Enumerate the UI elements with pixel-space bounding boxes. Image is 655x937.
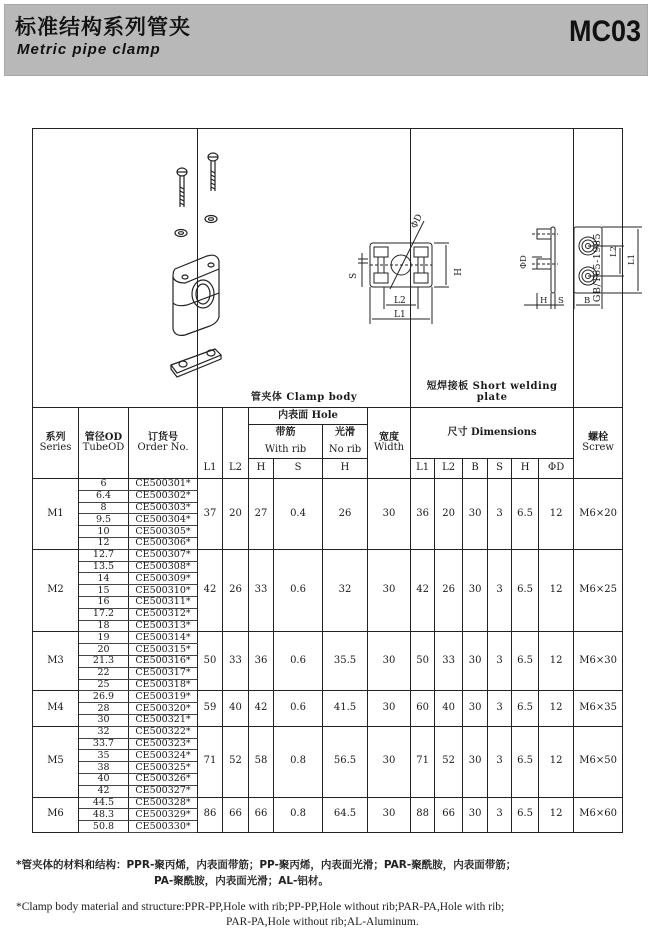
width-cell: 30 — [368, 726, 411, 797]
series-cell: M3 — [33, 632, 79, 691]
tube-od-cell: 8 — [79, 502, 129, 514]
screw-cell: M6×50 — [574, 726, 623, 797]
clamp-label-l2: L2 — [394, 296, 406, 306]
l2-cell: 52 — [223, 726, 249, 797]
rib-h-cell: 36 — [249, 632, 274, 691]
tube-od-cell: 48.3 — [79, 809, 129, 821]
order-no-cell: CE500320* — [129, 703, 198, 715]
dim-phid-cell: 12 — [539, 797, 574, 832]
norib-h-cell: 35.5 — [323, 632, 368, 691]
header-dimensions: 尺寸 Dimensions — [411, 408, 574, 459]
tube-od-cell: 21.3 — [79, 655, 129, 667]
l2-cell: 26 — [223, 549, 249, 632]
l2-cell: 20 — [223, 479, 249, 550]
tube-od-cell: 19 — [79, 632, 129, 644]
header-l1: L1 — [198, 459, 223, 479]
l1-cell: 42 — [198, 549, 223, 632]
l2-cell: 33 — [223, 632, 249, 691]
rib-h-cell: 27 — [249, 479, 274, 550]
dim-h-cell: 6.5 — [512, 549, 539, 632]
width-cell: 30 — [368, 691, 411, 726]
order-no-cell: CE500323* — [129, 738, 198, 750]
width-cell: 30 — [368, 479, 411, 550]
dim-b-cell: 30 — [463, 632, 488, 691]
series-cell: M5 — [33, 726, 79, 797]
tube-od-cell: 33.7 — [79, 738, 129, 750]
header-series: 系列 Series — [33, 408, 79, 479]
series-cell: M2 — [33, 549, 79, 632]
rib-h-cell: 66 — [249, 797, 274, 832]
order-no-cell: CE500329* — [129, 809, 198, 821]
dim-l2-cell: 26 — [435, 549, 463, 632]
screw-cell: M6×60 — [574, 797, 623, 832]
screw-cell: M6×30 — [574, 632, 623, 691]
dim-l1-cell: 50 — [411, 632, 435, 691]
header-banner — [4, 4, 648, 76]
header-dim-b: B — [463, 459, 488, 479]
screw-cell: M6×35 — [574, 691, 623, 726]
order-no-cell: CE500306* — [129, 537, 198, 549]
header-width: 宽度 Width — [368, 408, 411, 479]
dim-l2-cell: 52 — [435, 726, 463, 797]
order-no-cell: CE500312* — [129, 608, 198, 620]
series-cell: M1 — [33, 479, 79, 550]
l2-cell: 40 — [223, 691, 249, 726]
header-with-rib-en: With rib — [249, 442, 323, 459]
dim-s-cell: 3 — [488, 726, 512, 797]
order-no-cell: CE500302* — [129, 490, 198, 502]
l1-cell: 59 — [198, 691, 223, 726]
header-norib-h: H — [323, 459, 368, 479]
l2-cell: 66 — [223, 797, 249, 832]
header-dim-l2: L2 — [435, 459, 463, 479]
order-no-cell: CE500324* — [129, 750, 198, 762]
order-no-cell: CE500327* — [129, 785, 198, 797]
rib-s-cell: 0.6 — [274, 691, 323, 726]
note-cn-line-1: *管夹体的材料和结构：PPR-聚丙烯，内表面带筋；PP-聚丙烯，内表面光滑；PAR-聚酰胺，内表面带筋； — [16, 859, 517, 871]
norib-h-cell: 56.5 — [323, 726, 368, 797]
dim-l2-cell: 40 — [435, 691, 463, 726]
norib-h-cell: 64.5 — [323, 797, 368, 832]
dim-l1-cell: 42 — [411, 549, 435, 632]
order-no-cell: CE500325* — [129, 762, 198, 774]
table-row — [33, 549, 623, 561]
tube-od-cell: 6 — [79, 479, 129, 491]
rib-h-cell: 33 — [249, 549, 274, 632]
rib-h-cell: 42 — [249, 691, 274, 726]
dim-l2-cell: 20 — [435, 479, 463, 550]
spec-table — [32, 128, 638, 833]
order-no-cell: CE500322* — [129, 726, 198, 738]
tube-od-cell: 32 — [79, 726, 129, 738]
order-no-cell: CE500308* — [129, 561, 198, 573]
tube-od-cell: 10 — [79, 526, 129, 538]
header-dim-h: H — [512, 459, 539, 479]
l1-cell: 37 — [198, 479, 223, 550]
dim-phid-cell: 12 — [539, 632, 574, 691]
header-hole: 内表面 Hole — [249, 408, 368, 425]
dim-b-cell: 30 — [463, 549, 488, 632]
dim-b-cell: 30 — [463, 797, 488, 832]
tube-od-cell: 17.2 — [79, 608, 129, 620]
width-cell: 30 — [368, 549, 411, 632]
order-no-cell: CE500307* — [129, 549, 198, 561]
dim-phid-cell: 12 — [539, 691, 574, 726]
clamp-label-s: S — [349, 272, 360, 279]
dim-b-cell: 30 — [463, 726, 488, 797]
header-with-rib-cn: 带筋 — [249, 425, 323, 442]
plate-label-l2: L2 — [609, 245, 620, 257]
tube-od-cell: 9.5 — [79, 514, 129, 526]
tube-od-cell: 50.8 — [79, 821, 129, 833]
dim-h-cell: 6.5 — [512, 726, 539, 797]
series-cell: M6 — [33, 797, 79, 832]
title-english: Metric pipe clamp — [17, 41, 161, 58]
header-tubeod: 管径OD TubeOD — [79, 408, 129, 479]
tube-od-cell: 18 — [79, 620, 129, 632]
dim-phid-cell: 12 — [539, 726, 574, 797]
tube-od-cell: 35 — [79, 750, 129, 762]
tube-od-cell: 42 — [79, 785, 129, 797]
order-no-cell: CE500326* — [129, 773, 198, 785]
header-no-rib-en: No rib — [323, 442, 368, 459]
screw-cell: M6×20 — [574, 479, 623, 550]
tube-od-cell: 6.4 — [79, 490, 129, 502]
table-row — [33, 691, 623, 703]
table-row — [33, 632, 623, 644]
dim-s-cell: 3 — [488, 691, 512, 726]
order-no-cell: CE500316* — [129, 655, 198, 667]
dim-b-cell: 30 — [463, 479, 488, 550]
rib-s-cell: 0.6 — [274, 549, 323, 632]
plate-label-s: S — [558, 296, 564, 306]
dim-l1-cell: 88 — [411, 797, 435, 832]
material-note-chinese — [16, 857, 646, 889]
tube-od-cell: 12 — [79, 537, 129, 549]
tube-od-cell: 14 — [79, 573, 129, 585]
dim-s-cell: 3 — [488, 479, 512, 550]
table-row — [33, 726, 623, 738]
table-row — [33, 797, 623, 809]
clamp-label-l1: L1 — [394, 310, 406, 320]
tube-od-cell: 22 — [79, 667, 129, 679]
header-dim-l1: L1 — [411, 459, 435, 479]
dim-h-cell: 6.5 — [512, 797, 539, 832]
header-order-no: 订货号 Order No. — [129, 408, 198, 479]
dim-phid-cell: 12 — [539, 479, 574, 550]
order-no-cell: CE500321* — [129, 714, 198, 726]
clamp-body-figure-cell — [198, 129, 462, 408]
header-no-rib-cn: 光滑 — [323, 425, 368, 442]
header-rib-h: H — [249, 459, 274, 479]
order-no-cell: CE500317* — [129, 667, 198, 679]
material-note-english — [16, 900, 655, 930]
dim-l1-cell: 36 — [411, 479, 435, 550]
order-no-cell: CE500330* — [129, 821, 198, 833]
width-cell: 30 — [368, 632, 411, 691]
rib-s-cell: 0.8 — [274, 726, 323, 797]
norib-h-cell: 32 — [323, 549, 368, 632]
header-rib-s: S — [274, 459, 323, 479]
dim-h-cell: 6.5 — [512, 632, 539, 691]
plate-label-h: H — [540, 296, 548, 306]
l1-cell: 71 — [198, 726, 223, 797]
clamp-label-phid: ΦD — [409, 212, 425, 231]
tube-od-cell: 20 — [79, 644, 129, 656]
header-l2: L2 — [223, 459, 249, 479]
plate-label-phid: ΦD — [519, 255, 530, 269]
table-row — [33, 479, 623, 491]
clamp-label-h: H — [451, 268, 462, 276]
tube-od-cell: 40 — [79, 773, 129, 785]
order-no-cell: CE500305* — [129, 526, 198, 538]
tube-od-cell: 30 — [79, 714, 129, 726]
title-chinese: 标准结构系列管夹 — [15, 15, 191, 39]
order-no-cell: CE500319* — [129, 691, 198, 703]
dim-h-cell: 6.5 — [512, 479, 539, 550]
header-screw: 螺栓 Screw — [574, 408, 623, 479]
header-row-1 — [33, 408, 623, 425]
clamp-body-caption: 管夹体 Clamp body — [250, 391, 358, 403]
dim-l1-cell: 60 — [411, 691, 435, 726]
plate-label-l1: L1 — [627, 253, 638, 265]
order-no-cell: CE500304* — [129, 514, 198, 526]
l1-cell: 86 — [198, 797, 223, 832]
dim-s-cell: 3 — [488, 797, 512, 832]
dim-h-cell: 6.5 — [512, 691, 539, 726]
rib-s-cell: 0.8 — [274, 797, 323, 832]
order-no-cell: CE500315* — [129, 644, 198, 656]
exploded-view-cell — [33, 129, 198, 408]
l1-cell: 50 — [198, 632, 223, 691]
figure-row — [33, 129, 623, 408]
standard-code: GB/T65-1985 — [592, 233, 604, 303]
dim-phid-cell: 12 — [539, 549, 574, 632]
tube-od-cell: 25 — [79, 679, 129, 691]
note-en-line-2: PAR-PA,Hole without rib;AL-Aluminum. — [226, 916, 419, 928]
norib-h-cell: 26 — [323, 479, 368, 550]
order-no-cell: CE500313* — [129, 620, 198, 632]
order-no-cell: CE500309* — [129, 573, 198, 585]
dim-s-cell: 3 — [488, 549, 512, 632]
order-no-cell: CE500310* — [129, 585, 198, 597]
order-no-cell: CE500328* — [129, 797, 198, 809]
tube-od-cell: 28 — [79, 703, 129, 715]
rib-h-cell: 58 — [249, 726, 274, 797]
note-en-line-1: *Clamp body material and structure:PPR-PP,Hole with rib;PP-PP,Hole without rib;PAR-PA,Hole with rib; — [16, 901, 505, 913]
tube-od-cell: 13.5 — [79, 561, 129, 573]
dim-l2-cell: 66 — [435, 797, 463, 832]
screw-cell: M6×25 — [574, 549, 623, 632]
standard-cell — [574, 129, 623, 408]
tube-od-cell: 16 — [79, 596, 129, 608]
note-cn-line-2: PA-聚酰胺，内表面光滑；AL-铝材。 — [154, 875, 329, 887]
order-no-cell: CE500314* — [129, 632, 198, 644]
tube-od-cell: 12.7 — [79, 549, 129, 561]
tube-od-cell: 44.5 — [79, 797, 129, 809]
order-no-cell: CE500301* — [129, 479, 198, 491]
rib-s-cell: 0.4 — [274, 479, 323, 550]
dim-b-cell: 30 — [463, 691, 488, 726]
tube-od-cell: 26.9 — [79, 691, 129, 703]
dim-s-cell: 3 — [488, 632, 512, 691]
order-no-cell: CE500311* — [129, 596, 198, 608]
header-l2-top — [223, 408, 249, 459]
dim-l2-cell: 33 — [435, 632, 463, 691]
header-l1-top — [198, 408, 223, 459]
header-dim-s: S — [488, 459, 512, 479]
series-cell: M4 — [33, 691, 79, 726]
tube-od-cell: 38 — [79, 762, 129, 774]
tube-od-cell: 15 — [79, 585, 129, 597]
order-no-cell: CE500303* — [129, 502, 198, 514]
dim-l1-cell: 71 — [411, 726, 435, 797]
order-no-cell: CE500318* — [129, 679, 198, 691]
welding-plate-caption: 短焊接板 Short welding plate — [426, 381, 558, 403]
model-code: MC03 — [568, 15, 641, 48]
rib-s-cell: 0.6 — [274, 632, 323, 691]
norib-h-cell: 41.5 — [323, 691, 368, 726]
width-cell: 30 — [368, 797, 411, 832]
header-dim-phid: ΦD — [539, 459, 574, 479]
plate-label-b: B — [584, 296, 591, 306]
